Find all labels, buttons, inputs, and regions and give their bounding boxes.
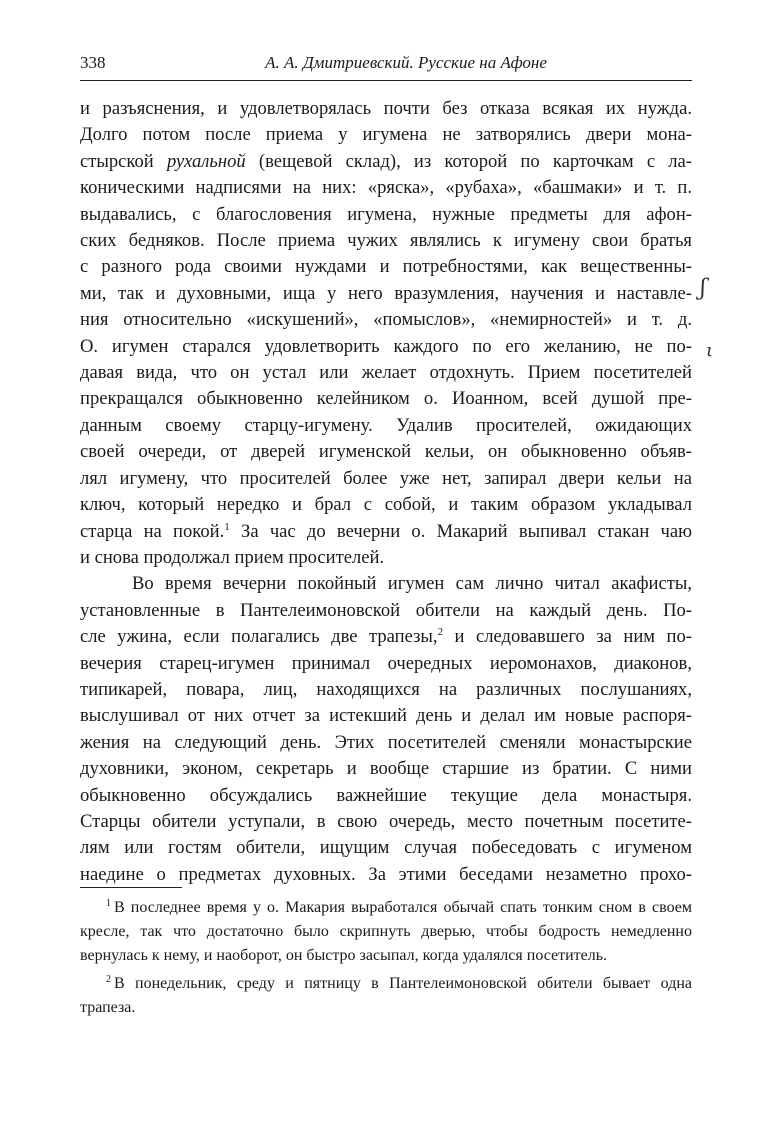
text-line: данным своему старцу-игумену. Удалив просителей, ожидающих [80, 414, 692, 436]
text-line: выслушивал от них отчет за истекший день и делал им новые распоря- [80, 705, 692, 727]
handwritten-mark-check: ι [706, 340, 714, 361]
text-line: О. игумен старался удовлетворить каждого по его желанию, не по- [80, 335, 692, 357]
text-line: и разъяснения, и удовлетворялась почти без отказа всякая их нужда. [80, 98, 692, 119]
text-line [80, 149, 692, 175]
handwritten-mark-bracket: ʃ [700, 276, 706, 301]
text-line: ми, так и духовными, ища у него вразумления, научения и наставле- [80, 282, 692, 304]
text-line: установленные в Пантелеимоновской обители на каждый день. По- [80, 599, 692, 621]
footnote-1 [80, 896, 692, 968]
paragraph-2 [80, 571, 692, 888]
text-fragment: (вещевой склад), из которой по карточкам с ла- [258, 150, 692, 172]
text-line: Долго потом после приема у игумена не затворялись двери мона- [80, 124, 692, 146]
footnote-text: В последнее время у о. Макария выработался обычай спать тонким сном в своем кресле, так что достаточно было скрипнуть дверью, чтобы бодрость немедленно вернулась к нему, и наоборот, он быстро засыпал, когда удалялся посетитель. [80, 899, 692, 964]
text-line: прекращался обыкновенно келейником о. Иоанном, всей душой пре- [80, 388, 692, 410]
text-fragment: стырской [80, 150, 154, 172]
footnote-number: 1 [106, 898, 111, 909]
footnote-rule [80, 887, 182, 888]
text-line: давая вида, что он устал или желает отдохнуть. Прием посетителей [80, 362, 692, 384]
text-line: и снова продолжал прием просителей. [80, 546, 385, 568]
text-fragment: За час до вечерни о. Макарий выпивал стакан чаю [229, 520, 692, 542]
header-rule [80, 80, 692, 81]
text-line: ских бедняков. После приема чужих являлись к игумену свои братья [80, 230, 692, 252]
page-header [80, 52, 692, 76]
text-line: вечерия старец-игумен принимал очередных иеромонахов, диаконов, [80, 652, 692, 674]
text-line: обыкновенно обсуждались важнейшие текущие дела монастыря. [80, 784, 692, 806]
text-line: жения на следующий день. Этих посетителей сменяли монастырские [80, 731, 692, 753]
running-title: А. А. Дмитриевский. Русские на Афоне [265, 53, 547, 72]
text-line: Во время вечерни покойный игумен сам лично читал акафисты, [132, 573, 692, 595]
text-fragment: старца на покой. [80, 520, 225, 542]
footnote-ref-2[interactable]: 2 [437, 626, 444, 639]
text-line: выдавались, с благословения игумена, нужные предметы для афон- [80, 203, 692, 225]
footnote-text: В понедельник, среду и пятницу в Пантелеимоновской обители бывает одна трапеза. [80, 975, 692, 1016]
text-line: коническими надписями на них: «ряска», «рубаха», «башмаки» и т. п. [80, 177, 692, 199]
text-line: Старцы обители уступали, в свою очередь, место почетным посетите- [80, 810, 692, 832]
text-line: с разного рода своими нуждами и потребностями, как вещественны- [80, 256, 692, 278]
text-line [80, 519, 692, 545]
text-line: своей очереди, от дверей игуменской кельи, он обыкновенно объяв- [80, 441, 692, 463]
text-line: ключ, который нередко и брал с собой, и таким образом укладывал [80, 494, 692, 516]
footnotes [80, 896, 692, 1020]
main-text [80, 96, 692, 888]
page-number: 338 [80, 53, 106, 72]
footnote-number: 2 [106, 974, 111, 985]
text-line: лям или гостям обители, ищущим случая побеседовать с игуменом [80, 837, 692, 859]
text-line: типикарей, повара, лиц, находящихся на различных послушаниях, [80, 678, 692, 700]
text-line: лял игумену, что просителей более уже нет, запирал двери кельи на [80, 467, 692, 489]
text-line: наедине о предметах духовных. За этими беседами незаметно прохо- [80, 863, 692, 885]
text-fragment: сле ужина, если полагались две трапезы, [80, 626, 438, 648]
italic-term: рухальной [166, 150, 246, 172]
paragraph-1 [80, 96, 692, 571]
text-fragment: и следовавшего за ним по- [443, 626, 692, 648]
text-line: духовники, эконом, секретарь и вообще старшие из братии. С ними [80, 758, 692, 780]
text-line: ния относительно «искушений», «помыслов», «немирностей» и т. д. [80, 309, 692, 331]
text-line [80, 624, 692, 650]
footnote-ref-1[interactable]: 1 [224, 520, 230, 533]
footnote-2 [80, 972, 692, 1020]
